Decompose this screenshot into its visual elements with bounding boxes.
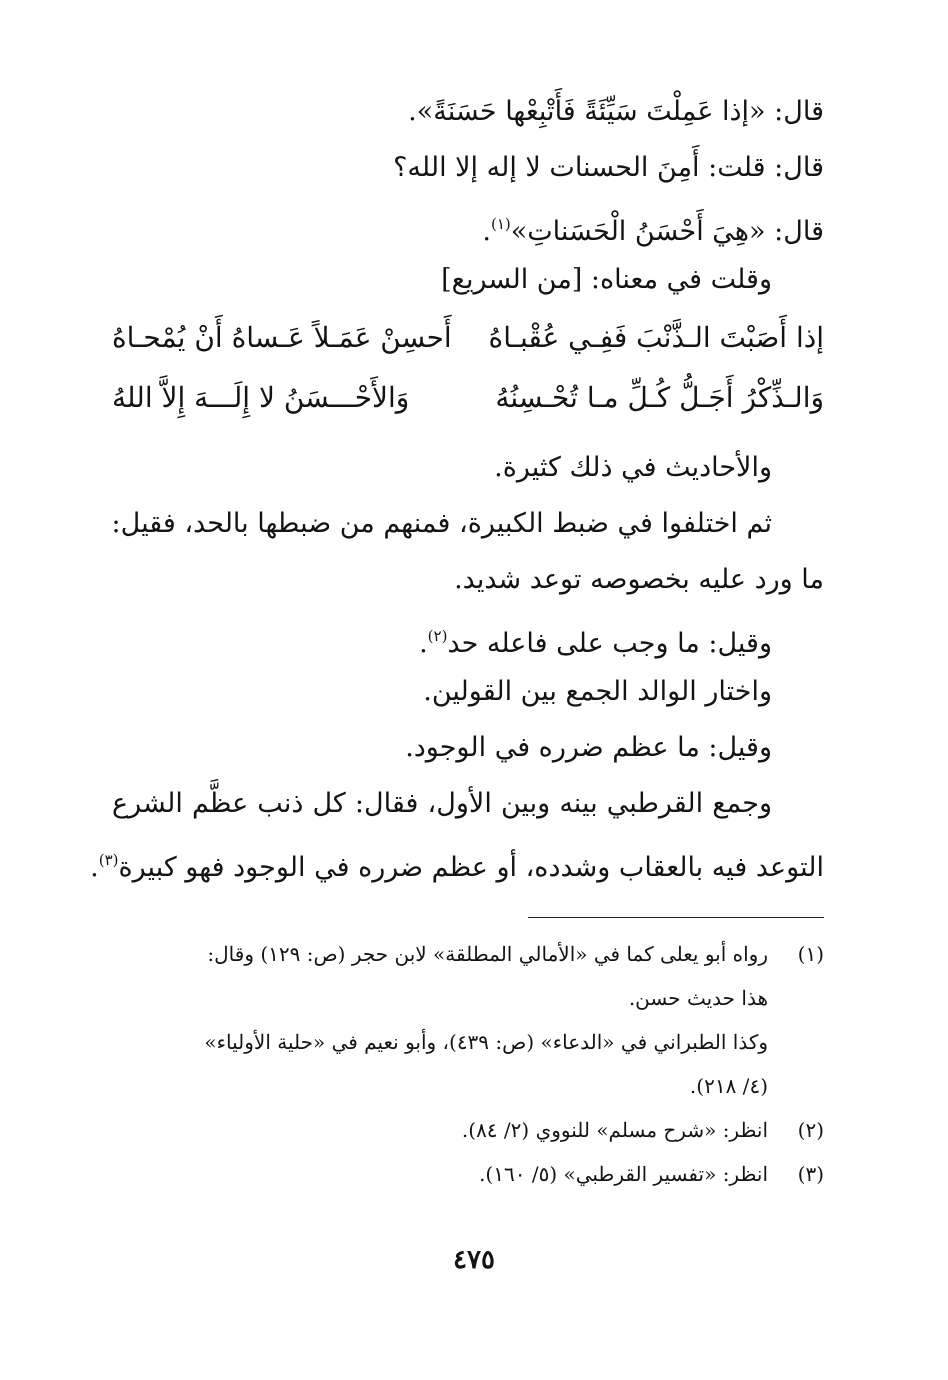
paragraph: والأحاديث في ذلك كثيرة. xyxy=(494,452,772,483)
footnote-divider xyxy=(528,917,824,918)
paragraph: وقيل: ما وجب على فاعله حد$^{(٢)}$. xyxy=(419,627,772,659)
text-line: قال: «هِيَ أَحْسَنُ الْحَسَناتِ»$^{(١)}$. xyxy=(482,215,824,247)
text-fragment: التوعد فيه بالعقاب وشدده، أو عظم ضرره في الوجود فهو كبيرة xyxy=(118,852,824,883)
footnote-line: انظر: «شرح مسلم» للنووي (٢/ ٨٤). xyxy=(461,1118,768,1142)
paragraph: وجمع القرطبي بينه وبين الأول، فقال: كل ذنب عظَّم الشرع xyxy=(112,788,772,819)
page-number: ٤٧٥ xyxy=(453,1245,495,1275)
verse-hemistich-left: وَالأَحْـــسَنُ لا إِلَـــهَ إِلاَّ اللهُ xyxy=(112,381,410,414)
footnote-ref[interactable]: (١) xyxy=(490,215,511,233)
text-line: قال: قلت: أَمِنَ الحسنات لا إله إلا الله؟ xyxy=(393,152,824,183)
footnotes xyxy=(112,932,824,1196)
footnote-line: وكذا الطبراني في «الدعاء» (ص: ٤٣٩)، وأبو نعيم في «حلية الأولياء» xyxy=(204,1030,768,1054)
footnote-number: (٣) xyxy=(797,1162,824,1186)
footnote-ref[interactable]: (٣) xyxy=(98,851,119,869)
paragraph: وقيل: ما عظم ضرره في الوجود. xyxy=(405,732,772,763)
text-line: قال: «إذا عَمِلْتَ سَيِّئَةً فَأَتْبِعْها حَسَنَةً». xyxy=(408,96,824,127)
footnote-line: (٤/ ٢١٨). xyxy=(689,1074,768,1098)
paragraph: واختار الوالد الجمع بين القولين. xyxy=(423,676,772,707)
footnote-number: (٢) xyxy=(797,1118,824,1142)
verse-intro: وقلت في معناه: [من السريع] xyxy=(441,264,772,295)
footnote xyxy=(112,1108,824,1152)
paragraph: ثم اختلفوا في ضبط الكبيرة، فمنهم من ضبطها بالحد، فقيل: xyxy=(111,508,772,539)
paragraph-cont: التوعد فيه بالعقاب وشدده، أو عظم ضرره في الوجود فهو كبيرة$^{(٣)}$. xyxy=(90,851,824,883)
paragraph-cont: ما ورد عليه بخصوصه توعد شديد. xyxy=(454,564,824,595)
footnote xyxy=(112,1152,824,1196)
verse-hemistich-right: وَالـذِّكْرُ أَجَـلُّ كُـلِّ مـا تُحْـسِنُهُ xyxy=(495,381,824,414)
footnote-line: رواه أبو يعلى كما في «الأمالي المطلقة» لابن حجر (ص: ١٢٩) وقال: xyxy=(207,942,768,966)
verse-hemistich-left: أَحسِنْ عَمَـلاً عَـساهُ أَنْ يُمْحـاهُ xyxy=(112,321,452,354)
footnote-number: (١) xyxy=(797,942,824,966)
footnote xyxy=(112,932,824,1108)
text-fragment: وقيل: ما وجب على فاعله حد xyxy=(447,628,772,659)
main-text xyxy=(90,84,824,888)
verse-line xyxy=(112,368,824,428)
text-fragment: قال: «هِيَ أَحْسَنُ الْحَسَناتِ» xyxy=(510,216,824,247)
footnote-line: انظر: «تفسير القرطبي» (٥/ ١٦٠). xyxy=(479,1162,768,1186)
footnote-line: هذا حديث حسن. xyxy=(628,986,768,1010)
verse-hemistich-right: إذا أَصَبْتَ الـذَّنْبَ فَفِـي عُقْبـاهُ xyxy=(488,321,824,354)
verse-line xyxy=(112,308,824,368)
footnote-ref[interactable]: (٢) xyxy=(427,627,448,645)
